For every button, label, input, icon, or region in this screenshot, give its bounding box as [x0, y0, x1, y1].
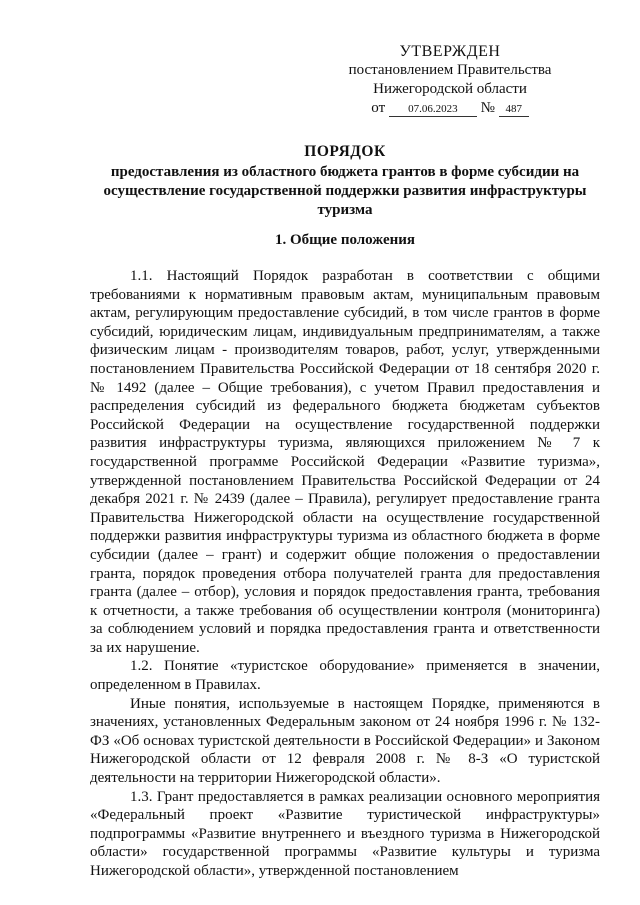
approval-date-line: [330, 99, 570, 118]
approval-title: УТВЕРЖДЕН: [399, 43, 501, 60]
date-prefix: от: [371, 100, 386, 116]
approval-date: 07.06.2023: [389, 102, 477, 117]
section-title: 1. Общие положения: [274, 232, 416, 248]
document-subtitle: предоставления из областного бюджета грантов в форме субсидии на осуществление государственной поддержки развития инфраструктуры туризма: [103, 164, 587, 218]
paragraph-1-2: 1.2. Понятие «туристское оборудование» применяется в значении, определенном в Правилах.: [90, 658, 600, 694]
number-sign: №: [480, 100, 495, 116]
document-heading: [90, 142, 600, 220]
document-title: ПОРЯДОК: [304, 143, 386, 160]
approval-stamp: [330, 42, 570, 118]
paragraph-other-terms: Иные понятия, используемые в настоящем Порядке, применяются в значениях, установленных Федеральным законом от 24 ноября 1996 г. № 132-ФЗ «Об основах туристской деятельности в Российской Федерации» и Законом Нижегородской области от 12 февраля 2008 г. № 8-З «О туристской деятельности на территории Нижегородской области».: [90, 695, 600, 787]
approval-line-2: Нижегородской области: [373, 81, 527, 97]
paragraph-1-1: 1.1. Настоящий Порядок разработан в соответствии с общими требованиями к нормативным правовым актам, муниципальным правовым актам, регулирующим предоставление субсидий, в том числе грантов в форме субсидий, юридическим лицам, индивидуальным предпринимателям, а также физическим лицам - производителям товаров, работ, услуг, утвержденными постановлением Правительства Российской Федерации от 18 сентября 2020 г. № 1492 (далее – Общие требования), с учетом Правил предоставления и распределения субсидий из федерального бюджета бюджетам субъектов Российской Федерации на осуществление государственной поддержки развития инфраструктуры туризма, являющихся приложением № 7 к государственной программе Российской Федерации «Развитие туризма», утвержденной постановлением Правительства Российской Федерации от 24 декабря 2021 г. № 2439 (далее – Правила), регулирует предоставление гранта Правительства Нижегородской области на осуществление государственной поддержки развития инфраструктуры туризма из областного бюджета в форме субсидии (далее – грант) и содержит общие положения о предоставлении гранта, порядок проведения отбора получателей гранта для предоставления гранта (далее – отбор), условия и порядок предоставления гранта, требования к отчетности, а также требования об осуществлении контроля (мониторинга) за соблюдением условий и порядка предоставления гранта и ответственности за их нарушение.: [90, 268, 600, 656]
paragraph-1-3: 1.3. Грант предоставляется в рамках реализации основного мероприятия «Федеральный проект «Развитие туристической инфраструктуры» подпрограммы «Развитие внутреннего и въездного туризма в Нижегородской области» государственной программы «Развитие культуры и туризма Нижегородской области», утвержденной постановлением: [90, 788, 600, 879]
approval-number: 487: [499, 102, 529, 117]
approval-line-1: постановлением Правительства: [348, 62, 552, 78]
document-body: [90, 267, 600, 881]
